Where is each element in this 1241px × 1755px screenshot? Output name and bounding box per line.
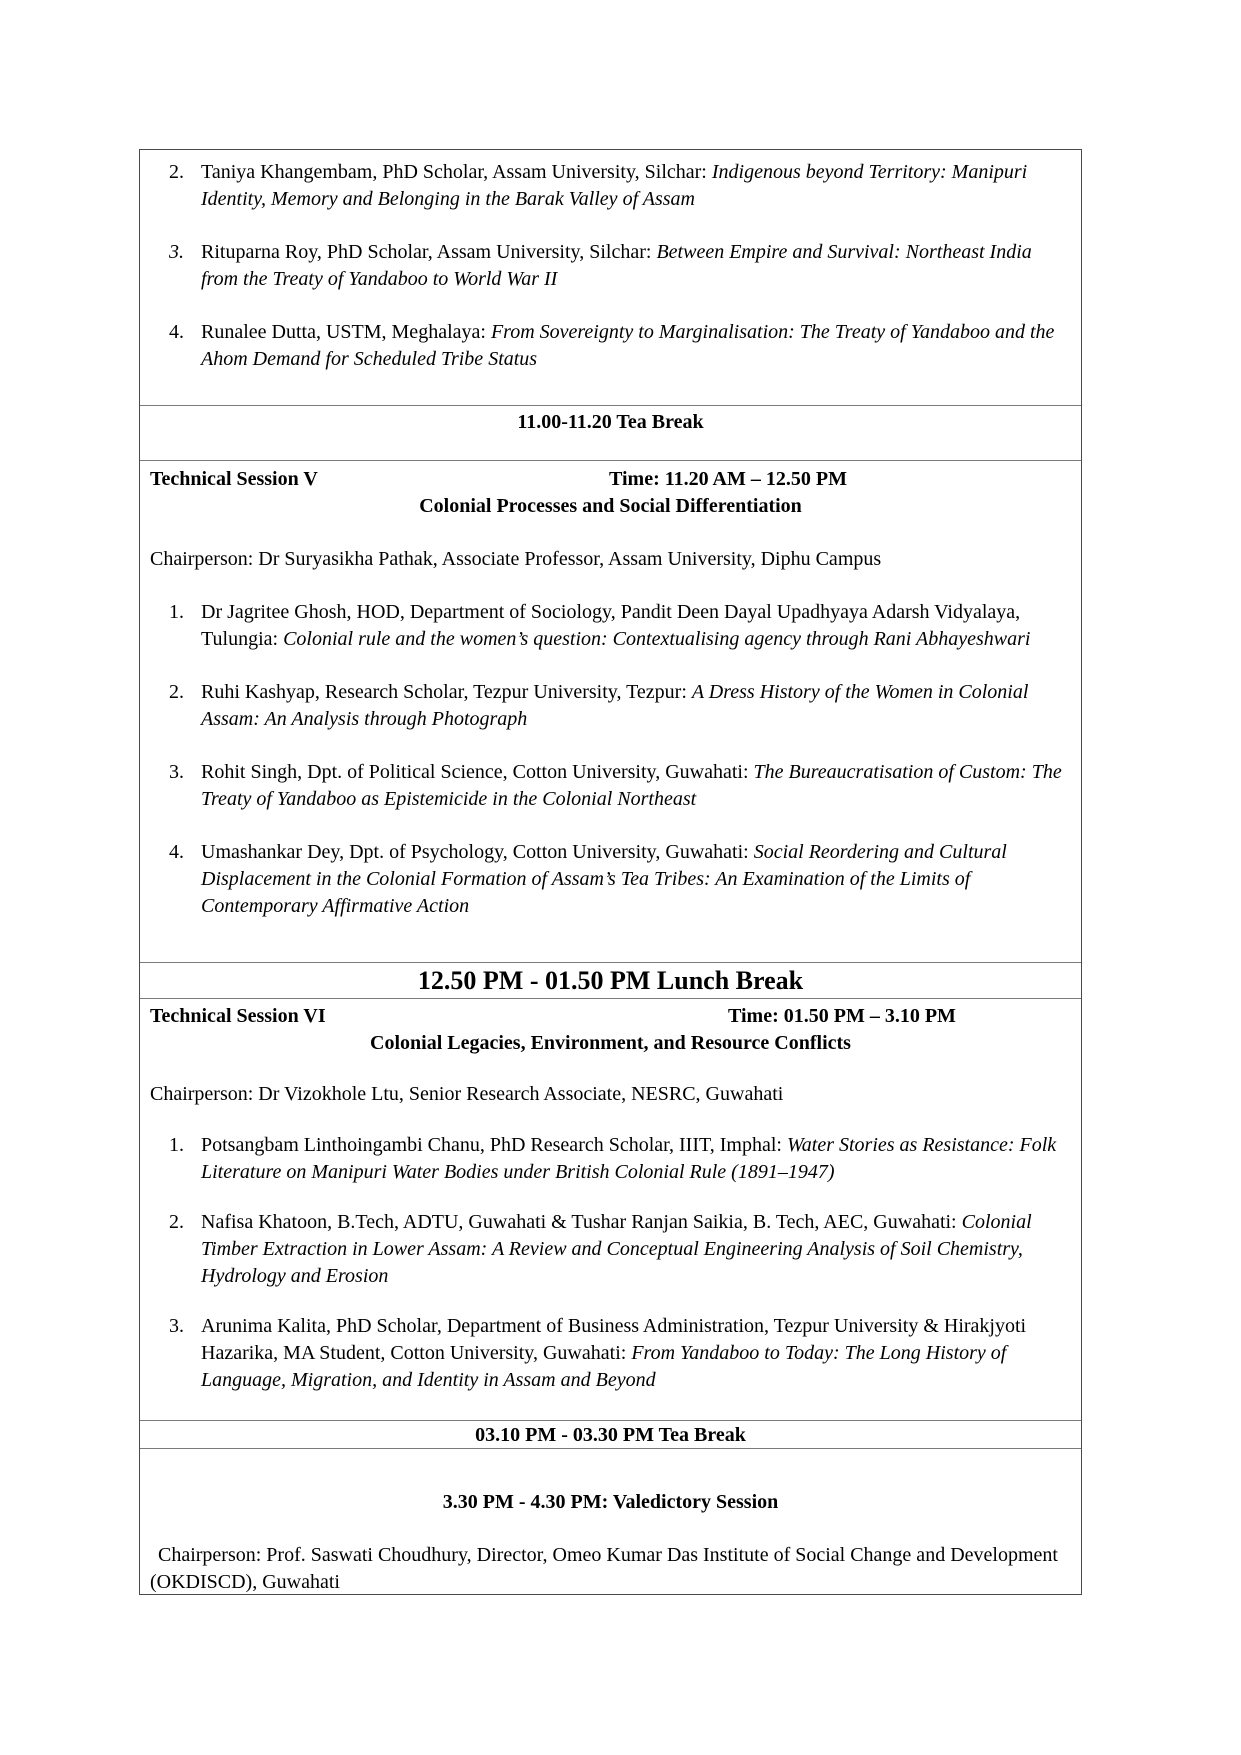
technical-session-vi-row [140,999,1081,1421]
session-v-chairperson: Chairperson: Dr Suryasikha Pathak, Associate Professor, Assam University, Diphu Campus [150,548,882,570]
paper-list-item [169,319,1071,373]
session-v-paper-list [150,599,1071,920]
paper-item-number: 3. [169,761,184,783]
paper-item-text [201,1134,1056,1183]
paper-speaker: Runalee Dutta, USTM, Meghalaya: [201,321,491,343]
paper-item-number: 3. [169,1315,184,1337]
paper-title: From Yandaboo to Today: The Long History of Language, Migration, and Identity in Assam and Beyond [201,1342,1007,1391]
paper-speaker: Umashankar Dey, Dpt. of Psychology, Cotton University, Guwahati: [201,841,754,863]
paper-item-number: 4. [169,841,184,863]
session-v-theme: Colonial Processes and Social Differentiation [419,495,802,517]
session-v-time: Time: 11.20 AM – 12.50 PM [609,468,847,490]
paper-speaker: Dr Jagritee Ghosh, HOD, Department of Sociology, Pandit Deen Dayal Upadhyaya Adarsh Vidyalaya, Tulungia: [201,601,1021,650]
paper-speaker: Nafisa Khatoon, B.Tech, ADTU, Guwahati & Tushar Ranjan Saikia, B. Tech, AEC, Guwahati: [201,1211,962,1233]
paper-item-number: 2. [169,161,184,183]
continuation-paper-list [150,159,1071,373]
paper-title: From Sovereignty to Marginalisation: The Treaty of Yandaboo and the Ahom Demand for Scheduled Tribe Status [201,321,1055,370]
paper-speaker: Taniya Khangembam, PhD Scholar, Assam University, Silchar: [201,161,712,183]
session-vi-theme: Colonial Legacies, Environment, and Resource Conflicts [370,1032,851,1054]
session-vi-paper-list [150,1132,1071,1394]
paper-item-number: 4. [169,321,184,343]
continuation-papers-row [140,150,1081,406]
paper-title: Between Empire and Survival: Northeast India from the Treaty of Yandaboo to World War II [201,241,1032,290]
paper-speaker: Rituparna Roy, PhD Scholar, Assam University, Silchar: [201,241,657,263]
tea-break-1-label: 11.00-11.20 Tea Break [517,411,704,433]
paper-title: Social Reordering and Cultural Displacement in the Colonial Formation of Assam’s Tea Tribes: An Examination of the Limits of Contemporary Affirmative Action [201,841,1007,917]
paper-title: Water Stories as Resistance: Folk Literature on Manipuri Water Bodies under British Colonial Rule (1891–1947) [201,1134,1057,1183]
paper-speaker: Arunima Kalita, PhD Scholar, Department of Business Administration, Tezpur University & Hirakjyoti Hazarika, MA Student, Cotton University, Guwahati: [201,1315,1027,1364]
paper-item-number: 3. [169,241,184,263]
technical-session-v-row [140,461,1081,963]
paper-speaker: Rohit Singh, Dpt. of Political Science, Cotton University, Guwahati: [201,761,754,783]
paper-list-item [169,839,1071,920]
paper-list-item [169,759,1071,813]
paper-item-text [201,1211,1032,1287]
paper-title: Indigenous beyond Territory: Manipuri Identity, Memory and Belonging in the Barak Valley of Assam [201,161,1028,210]
paper-title: A Dress History of the Women in Colonial Assam: An Analysis through Photograph [201,681,1029,730]
paper-item-text [201,761,1062,810]
paper-item-text [201,841,1007,917]
tea-break-1-row [140,406,1081,461]
paper-title: Colonial Timber Extraction in Lower Assam: A Review and Conceptual Engineering Analysis of Soil Chemistry, Hydrology and Erosion [201,1211,1032,1287]
session-v-header [150,466,1071,493]
paper-item-text [201,681,1028,730]
paper-item-number: 1. [169,1134,184,1156]
conference-schedule-table [139,149,1082,1595]
paper-speaker: Potsangbam Linthoingambi Chanu, PhD Research Scholar, IIIT, Imphal: [201,1134,787,1156]
session-v-name: Technical Session V [150,468,318,490]
lunch-break-row [140,963,1081,999]
paper-list-item [169,679,1071,733]
session-vi-name: Technical Session VI [150,1005,326,1027]
paper-list-item [169,1313,1071,1394]
paper-item-text [201,241,1032,290]
session-vi-time: Time: 01.50 PM – 3.10 PM [728,1005,956,1027]
paper-speaker: Ruhi Kashyap, Research Scholar, Tezpur University, Tezpur: [201,681,692,703]
paper-list-item [169,1132,1071,1186]
tea-break-2-label: 03.10 PM - 03.30 PM Tea Break [475,1424,746,1446]
paper-item-number: 2. [169,1211,184,1233]
paper-title: The Bureaucratisation of Custom: The Treaty of Yandaboo as Epistemicide in the Colonial Northeast [201,761,1062,810]
paper-list-item [169,159,1071,213]
paper-item-text [201,321,1054,370]
paper-item-text [201,601,1030,650]
paper-list-item [169,239,1071,293]
paper-item-number: 1. [169,601,184,623]
valedictory-session-row [140,1449,1081,1594]
session-vi-chairperson: Chairperson: Dr Vizokhole Ltu, Senior Research Associate, NESRC, Guwahati [150,1083,784,1105]
paper-item-text [201,1315,1026,1391]
session-vi-header [150,1003,1071,1030]
valedictory-title: 3.30 PM - 4.30 PM: Valedictory Session [442,1491,779,1513]
paper-title: Colonial rule and the women’s question: Contextualising agency through Rani Abhayeshwari [283,628,1031,650]
paper-item-number: 2. [169,681,184,703]
paper-list-item [169,1209,1071,1290]
paper-list-item [169,599,1071,653]
lunch-break-label: 12.50 PM - 01.50 PM Lunch Break [417,966,804,995]
valedictory-chairperson: Chairperson: Prof. Saswati Choudhury, Director, Omeo Kumar Das Institute of Social Change and Development (OKDISCD), Guwahati [150,1544,1058,1593]
tea-break-2-row [140,1421,1081,1449]
paper-item-text [201,161,1027,210]
